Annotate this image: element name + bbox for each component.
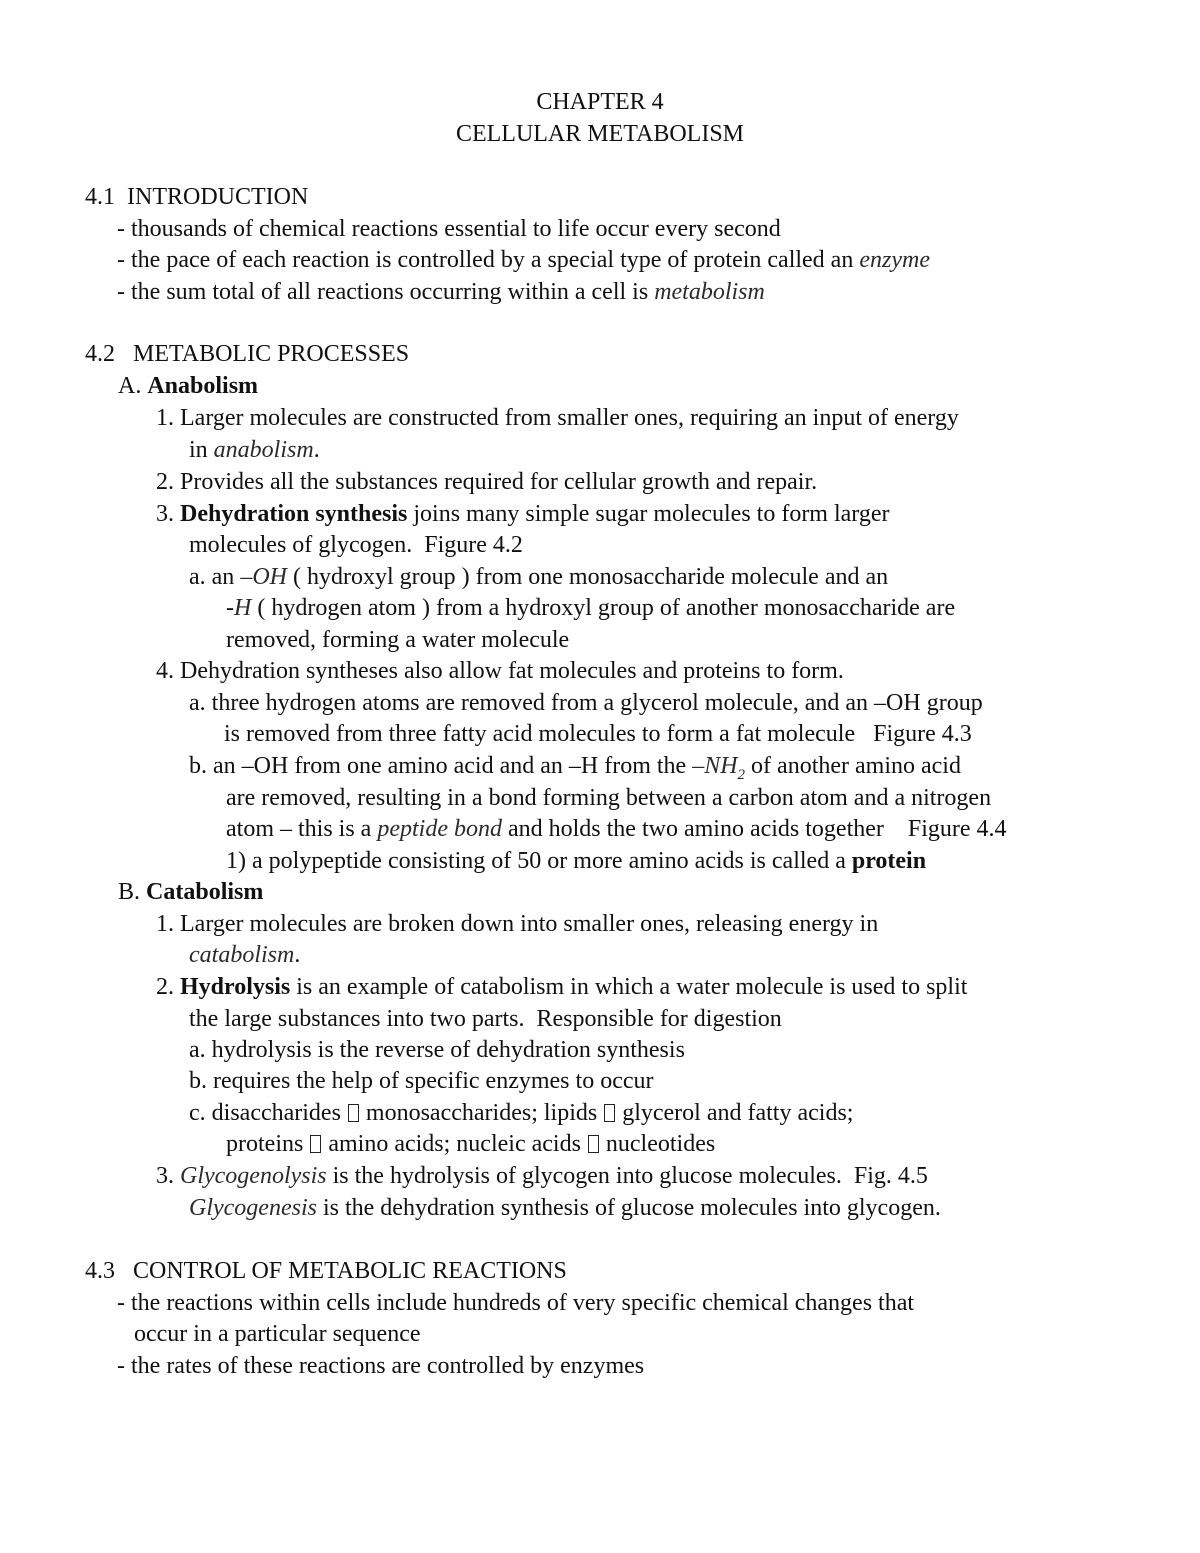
s43-bullet-1-line-1: - the reactions within cells include hundreds of very specific chemical changes that <box>117 1290 915 1316</box>
arrow-symbol-icon <box>310 1135 321 1153</box>
chapter-label: CHAPTER 4 <box>536 89 664 115</box>
a1-line-1: 1. Larger molecules are constructed from smaller ones, requiring an input of energy <box>156 405 959 431</box>
b1-line-2: catabolism. <box>189 942 301 968</box>
a4b-line-2: are removed, resulting in a bond forming between a carbon atom and a nitrogen <box>226 785 992 811</box>
a4a-line-1: a. three hydrogen atoms are removed from a glycerol molecule, and an –OH group <box>189 690 983 716</box>
a3a-line-2: -H ( hydrogen atom ) from a hydroxyl group of another monosaccharide are <box>226 595 956 621</box>
s41-bullet-1: - thousands of chemical reactions essential to life occur every second <box>117 216 781 242</box>
a4a-line-2: is removed from three fatty acid molecules to form a fat molecule Figure 4.3 <box>224 721 972 747</box>
arrow-symbol-icon <box>348 1104 359 1122</box>
a2-line: 2. Provides all the substances required for cellular growth and repair. <box>156 469 818 495</box>
a3-line-2: molecules of glycogen. Figure 4.2 <box>189 532 523 558</box>
s41-bullet-2: - the pace of each reaction is controlled by a special type of protein called an enzyme <box>117 247 930 273</box>
a3a-line-1: a. an –OH ( hydroxyl group ) from one monosaccharide molecule and an <box>189 564 889 590</box>
b2-line-2: the large substances into two parts. Responsible for digestion <box>189 1006 782 1032</box>
a4-line: 4. Dehydration syntheses also allow fat molecules and proteins to form. <box>156 658 844 684</box>
s43-bullet-2: - the rates of these reactions are controlled by enzymes <box>117 1353 645 1379</box>
b2-line-1: 2. Hydrolysis is an example of catabolism in which a water molecule is used to split <box>156 974 968 1000</box>
a3a-line-3: removed, forming a water molecule <box>226 627 570 653</box>
section-4-2-heading: 4.2 METABOLIC PROCESSES <box>85 341 410 367</box>
a4b-line-3: atom – this is a peptide bond and holds the two amino acids together Figure 4.4 <box>226 816 1007 842</box>
section-4-1-heading: 4.1 INTRODUCTION <box>85 184 309 210</box>
s43-bullet-1-line-2: occur in a particular sequence <box>134 1321 421 1347</box>
s41-bullet-3: - the sum total of all reactions occurring within a cell is metabolism <box>117 279 765 305</box>
b1-line-1: 1. Larger molecules are broken down into smaller ones, releasing energy in <box>156 911 879 937</box>
section-4-3-heading: 4.3 CONTROL OF METABOLIC REACTIONS <box>85 1258 567 1284</box>
subsection-b-heading: B. Catabolism <box>118 879 264 905</box>
b2c-line-1: c. disaccharides monosaccharides; lipids glycerol and fatty acids; <box>189 1100 854 1126</box>
arrow-symbol-icon <box>588 1135 599 1153</box>
b2c-line-2: proteins amino acids; nucleic acids nucleotides <box>226 1131 716 1157</box>
subsection-a-heading: A. Anabolism <box>118 373 259 399</box>
a1-line-2: in anabolism. <box>189 437 320 463</box>
b2a-line: a. hydrolysis is the reverse of dehydration synthesis <box>189 1037 685 1063</box>
b3-line-1: 3. Glycogenolysis is the hydrolysis of glycogen into glucose molecules. Fig. 4.5 <box>156 1163 928 1189</box>
a4b-line-1: b. an –OH from one amino acid and an –H from the $-NH_2$ of another amino acid <box>189 753 961 783</box>
chapter-title: CELLULAR METABOLISM <box>455 121 745 147</box>
a3-line-1: 3. Dehydration synthesis joins many simple sugar molecules to form larger <box>156 501 890 527</box>
b2b-line: b. requires the help of specific enzymes to occur <box>189 1068 654 1094</box>
arrow-symbol-icon <box>604 1104 615 1122</box>
a4b-line-4: 1) a polypeptide consisting of 50 or more amino acids is called a protein <box>226 848 927 874</box>
b3-line-2: Glycogenesis is the dehydration synthesis of glucose molecules into glycogen. <box>189 1195 941 1221</box>
